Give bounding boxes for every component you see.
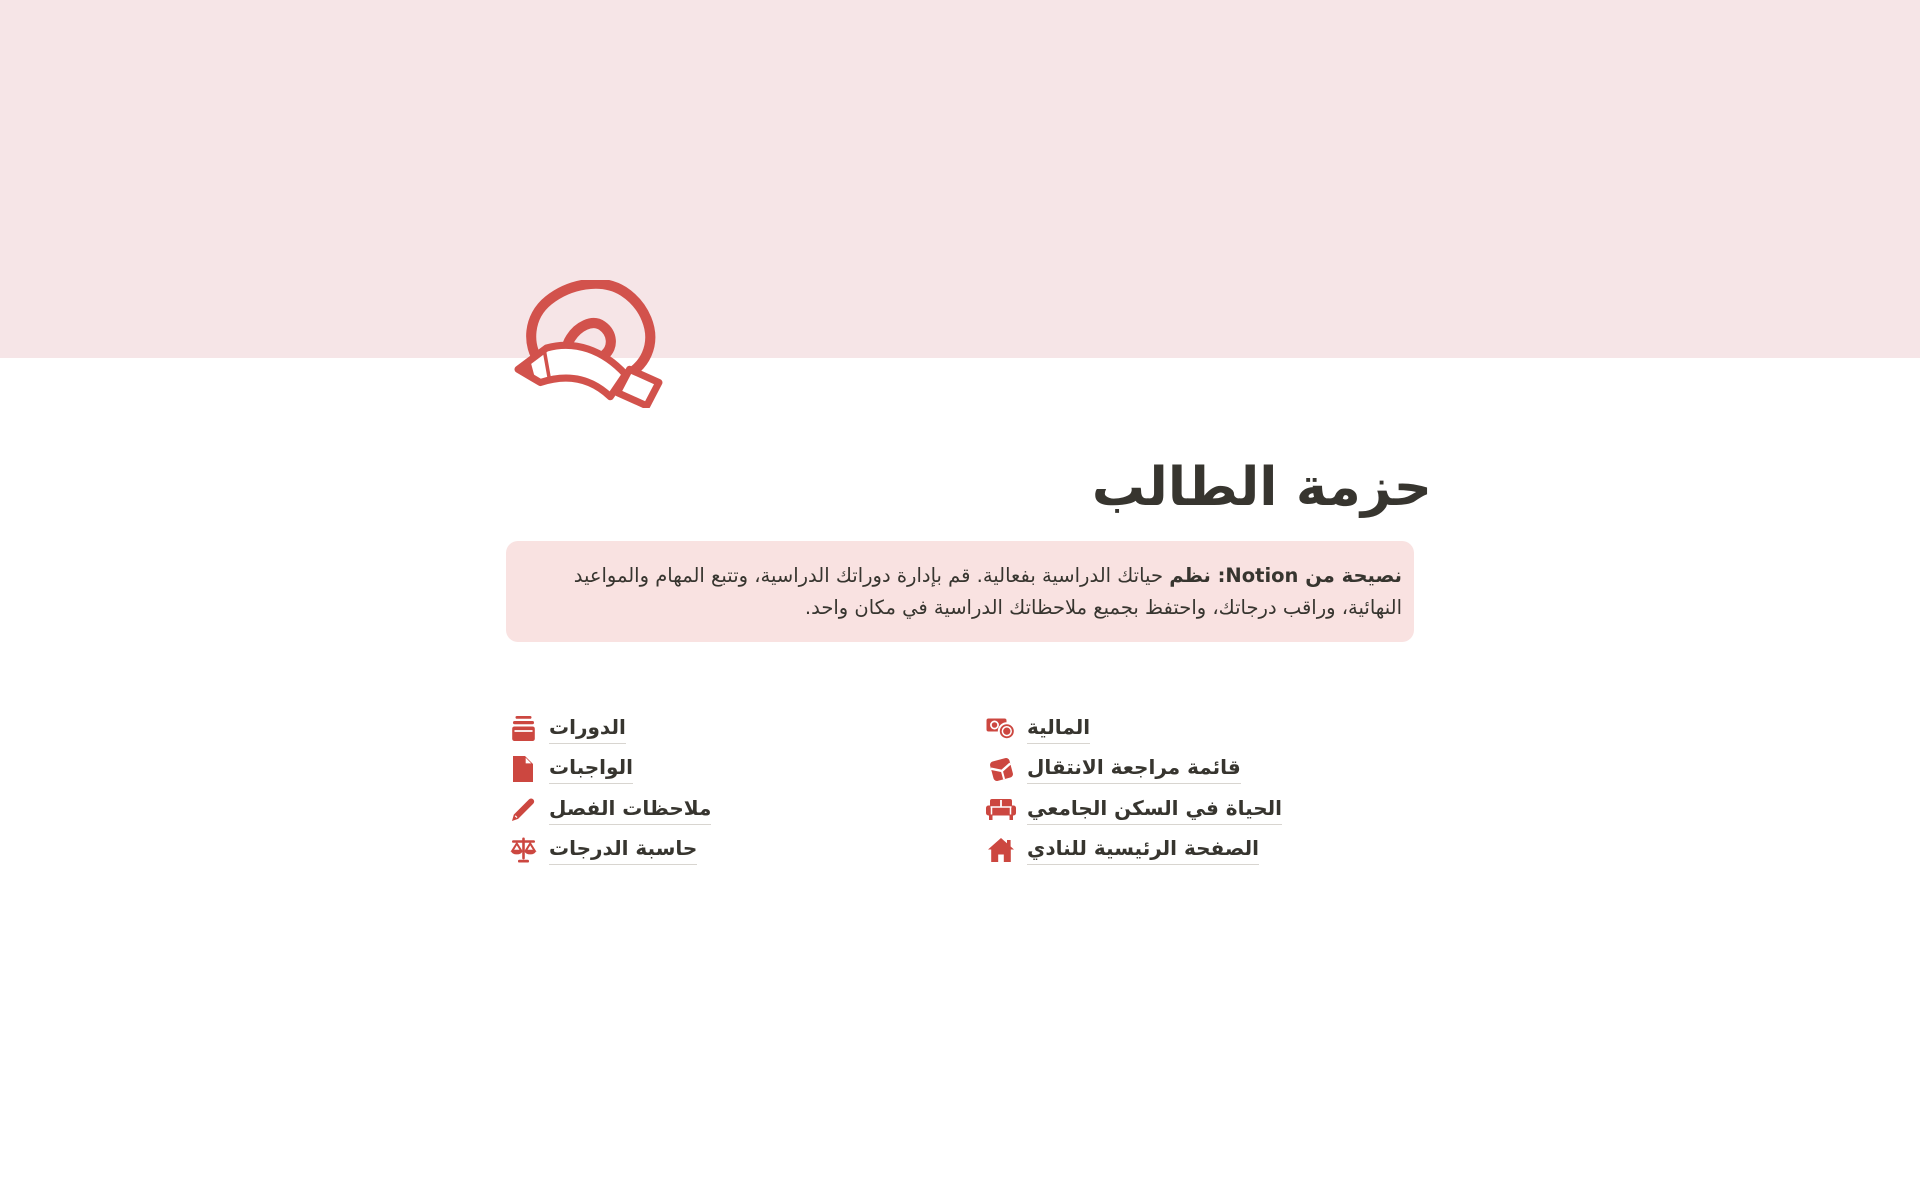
links-column-right xyxy=(984,708,1414,870)
house-icon xyxy=(986,836,1016,864)
page-link-class-notes[interactable] xyxy=(506,789,936,830)
page-link-label: الدورات xyxy=(549,714,626,744)
page-content xyxy=(506,358,1432,870)
page-link-label: قائمة مراجعة الانتقال xyxy=(1027,754,1241,784)
page-link-assignments[interactable] xyxy=(506,749,936,790)
scales-icon xyxy=(508,836,538,864)
page-link-label: حاسبة الدرجات xyxy=(549,835,697,865)
page-title: حزمة الطالب xyxy=(1091,457,1432,518)
links-column-left xyxy=(506,708,936,870)
pencil-scribble-icon[interactable] xyxy=(514,280,666,408)
package-box-icon xyxy=(986,755,1016,783)
page-link-moving-checklist[interactable] xyxy=(984,749,1414,790)
tip-callout-text: حياتك الدراسية بفعالية. قم بإدارة دوراتك الدراسية، وتتبع المهام والمواعيد النهائية، وراقب درجاتك، واحتفظ بجميع ملاحظاتك الدراسية في مكان واحد. xyxy=(573,564,1402,620)
page-links-grid xyxy=(506,708,1414,870)
tray-stack-icon xyxy=(508,715,538,743)
pencil-icon xyxy=(508,796,538,824)
page-link-label: الحياة في السكن الجامعي xyxy=(1027,795,1282,825)
couch-icon xyxy=(986,796,1016,824)
page-link-label: المالية xyxy=(1027,714,1090,744)
tip-callout xyxy=(506,541,1414,642)
page-link-dorm-life[interactable] xyxy=(984,789,1414,830)
page-link-grade-calculator[interactable] xyxy=(506,830,936,871)
page-link-courses[interactable] xyxy=(506,708,936,749)
money-icon xyxy=(986,715,1016,743)
page-cover xyxy=(0,0,1920,358)
page-link-finances[interactable] xyxy=(984,708,1414,749)
page-link-label: ملاحظات الفصل xyxy=(549,795,711,825)
page-link-label: الواجبات xyxy=(549,754,633,784)
page-link-label: الصفحة الرئيسية للنادي xyxy=(1027,835,1259,865)
tip-callout-bold-text: نصيحة من Notion: نظم xyxy=(1169,564,1402,588)
document-icon xyxy=(508,755,538,783)
page-link-club-homepage[interactable] xyxy=(984,830,1414,871)
